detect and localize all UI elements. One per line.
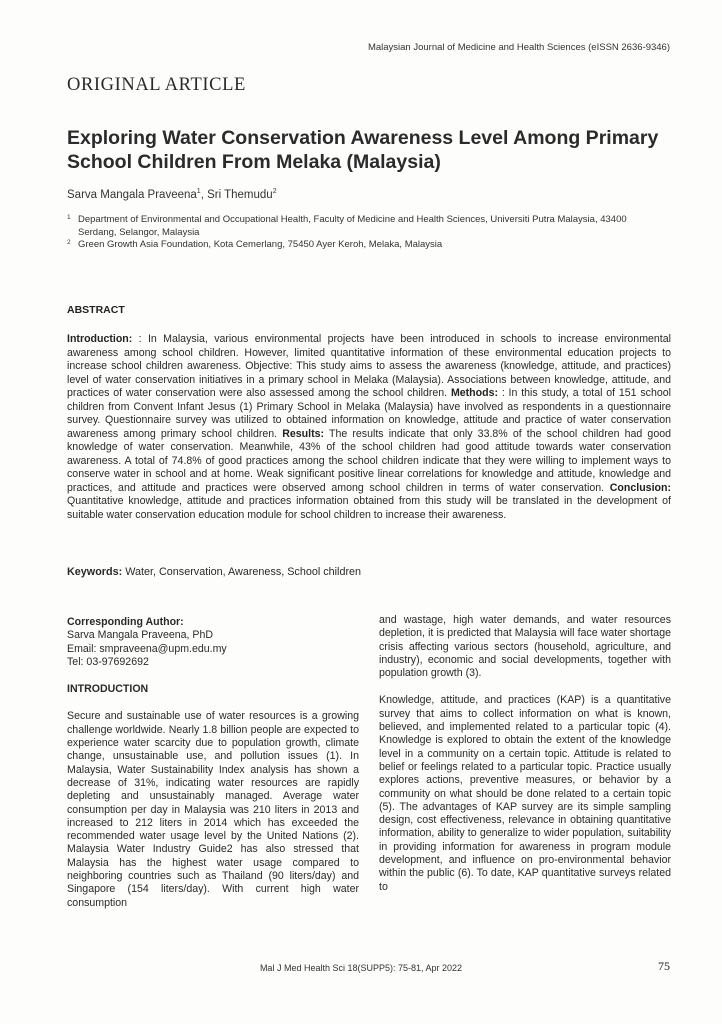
- corresponding-author-heading: Corresponding Author:: [67, 616, 184, 628]
- results-label: Results:: [282, 427, 325, 440]
- author-separator: ,: [200, 188, 208, 201]
- kap-paragraph: Knowledge, attitude, and practices (KAP) is a quantitative survey that aims to collect information on what is known, believed, and implemented related to a particular topic (4). Knowledge is explored to obtain the extent of the knowledge level in a community on a certain topic. Attitude is related to belief or feelings related to a particular topic. Practice usually explores actions, preventive measures, or behavior by a community on what should be done related to a certain topic (5). The advantages of KAP survey are its simple sampling design, cost effectiveness, relevance in obtaining quantitative information, ability to generalize to wider population, suitability in providing information for awareness in program module development, and influence on pro-environmental behavior within the public (6). To date, KAP quantitative surveys related to: [379, 694, 671, 893]
- methods-text: : In this study, a total of 151 school children from Convent Infant Jesus (1) Primary School in Melaka (Malaysia) have involved as respondents in a questionnaire survey. Questionnaire survey was utilized to obtained information on knowledge, attitude and practice of water conservation awareness among primary school children.: [67, 387, 672, 440]
- author-name: Sarva Mangala Praveena: [67, 188, 197, 201]
- author-affiliation-mark: 1: [196, 188, 201, 195]
- affiliation-text: Green Growth Asia Foundation, Kota Cemerlang, 75450 Ayer Keroh, Melaka, Malaysia: [78, 239, 443, 250]
- abstract-heading: ABSTRACT: [67, 304, 125, 316]
- author-affiliation-mark: 2: [272, 188, 277, 195]
- affiliation-list: [67, 214, 667, 252]
- affiliation-number: 2: [67, 239, 71, 246]
- conclusion-text: Quantitative knowledge, attitude and practices information obtained from this study will be translated in the development of suitable water conservation education module for school children to increase their awareness.: [67, 495, 671, 521]
- journal-header: Malaysian Journal of Medicine and Health Sciences (eISSN 2636-9346): [367, 42, 670, 53]
- introduction-heading: INTRODUCTION: [67, 683, 149, 696]
- footer-citation: Mal J Med Health Sci 18(SUPP5): 75-81, Apr 2022: [259, 963, 463, 973]
- introduction-paragraph: Secure and sustainable use of water resources is a growing challenge worldwide. Nearly 1.8 billion people are expected to experience water scarcity due to population growth, climate change, unsustainable use, and pollution issues (1). In Malaysia, Water Sustainability Index analysis has shown a decrease of 31%, indicating water resources are rapidly depleting and unsustainably managed. Average water consumption per day in Malaysia was 210 liters in 2013 and increased to 212 liters in 2014 which has exceeded the recommended water usage level by the United Nations (2). Malaysia Water Industry Guide2 has also stressed that Malaysia has the highest water usage compared to neighboring countries such as Thailand (90 liters/day) and Singapore (154 liters/day). With current high water consumption: [67, 710, 359, 909]
- affiliation-item: [67, 214, 667, 239]
- right-column: [379, 614, 671, 894]
- affiliation-number: 1: [67, 214, 71, 221]
- corresponding-author-name: Sarva Mangala Praveena, PhD: [67, 629, 214, 642]
- keywords-text: Water, Conservation, Awareness, School children: [122, 566, 362, 578]
- keywords: [67, 566, 361, 578]
- article-title: Exploring Water Conservation Awareness Level Among Primary School Children From Melaka (Malaysia): [67, 127, 659, 173]
- introduction-paragraph-continued: and wastage, high water demands, and water resources depletion, it is predicted that Malaysia will face water shortage crisis affecting various sectors (household, agriculture, and industry), economic and social developments, together with population growth (3).: [379, 614, 671, 680]
- affiliation-text: Department of Environmental and Occupational Health, Faculty of Medicine and Health Sciences, Universiti Putra Malaysia, 43400 Serdang, Selangor, Malaysia: [78, 214, 627, 238]
- left-column: [67, 616, 359, 910]
- affiliation-item: [67, 239, 667, 252]
- corresponding-author-email: Email: smpraveena@upm.edu.my: [67, 642, 227, 655]
- introduction-label: Introduction:: [67, 333, 133, 345]
- conclusion-label: Conclusion:: [609, 481, 671, 494]
- abstract-body: [67, 333, 671, 522]
- author-list: [67, 188, 277, 201]
- results-text: The results indicate that only 33.8% of the school children had good knowledge of water conservation. Meanwhile, 43% of the school children had good attitude towards water conservation awareness. A total of 74.8% of good practices among the school children indicate that they were willing to implement ways to conserve water in school and at home. Weak significant positive linear correlations for knowledge and attitude, knowledge and practices, and attitude and practices were observed among school children in terms of water conservation.: [67, 427, 671, 494]
- corresponding-author-tel: Tel: 03-97692692: [67, 655, 149, 668]
- article-type: ORIGINAL ARTICLE: [67, 75, 246, 95]
- methods-label: Methods:: [450, 387, 499, 399]
- page-number: 75: [658, 959, 670, 973]
- author-name: Sri Themudu: [207, 188, 273, 201]
- introduction-text: : In Malaysia, various environmental projects have been introduced in schools to increase environmental awareness among school children. However, limited quantitative information of these environmental education projects to increase school children awareness. Objective: This study aims to assess the awareness (knowledge, attitude, and practices) level of water conservation initiatives in a primary school in Melaka (Malaysia). Associations between knowledge, attitude, and practices of water conservation were also assessed among the school children.: [67, 333, 671, 399]
- keywords-label: Keywords:: [67, 566, 123, 578]
